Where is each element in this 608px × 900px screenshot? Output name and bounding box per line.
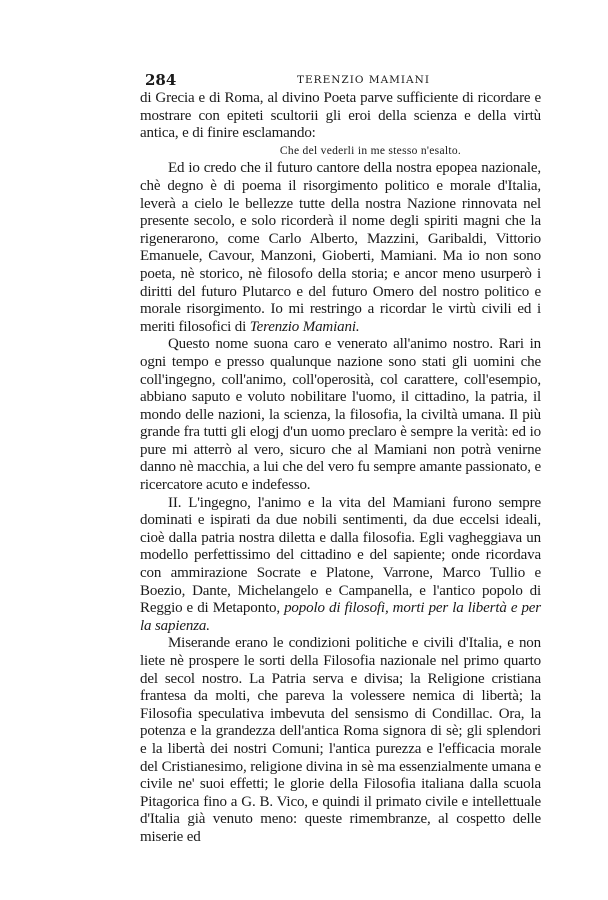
paragraph-2: [140, 160, 541, 336]
paragraph-4-italic: popolo di filosofi, morti per la libertà e per la sapienza.: [140, 600, 541, 634]
running-title: TERENZIO MAMIANI: [297, 74, 430, 86]
page-number: 284: [145, 71, 177, 89]
body-text: [140, 90, 541, 847]
paragraph-3: Questo nome suona caro e venerato all'animo nostro. Rari in ogni tempo e presso qualunque nazione sono stati gli uomini che coll'ingegno, coll'animo, coll'operosità, col carattere, coll'esempio, abbiano saputo e voluto nobilitare l'uomo, il cittadino, la patria, il mondo delle nazioni, la scienza, la filosofia, la civiltà umana. Il più grande fra tutti gli elogj d'un uomo preclaro è sempre la verità: ed io pure mi atterrò al vero, sicuro che al Mamiani non potrà venirne danno nè macchia, a lui che del vero fu sempre amante passionato, e ricercatore acuto e indefesso.: [140, 336, 541, 494]
page-header: [145, 71, 541, 91]
quotation: Che del vederli in me stesso n'esalto.: [279, 144, 462, 157]
paragraph-2-text: Ed io credo che il futuro cantore della nostra epopea nazionale, chè degno è di poema il risorgimento politico e morale d'Italia, leverà a cielo le bellezze tutte della nostra Nazione rinnovata nel presente secolo, e solo ricorderà il nome degli spiriti magni che la rigenerarono, come Carlo Alberto, Mazzini, Garibaldi, Vittorio Emanuele, Cavour, Manzoni, Gioberti, Mamiani. Ma io non sono poeta, nè storico, nè filosofo della storia; e ancor meno usurperò i diritti del futuro Plutarco e del futuro Omero del nostro politico e morale risorgimento. Io mi restringo a ricordar le virtù civili ed i meriti filosofici di: [140, 160, 541, 335]
paragraph-4: [140, 495, 541, 636]
paragraph-1: di Grecia e di Roma, al divino Poeta parve sufficiente di ricordare e mostrare con epiteti scultorii gli eroi della scienza e della virtù antica, e di finire esclamando:: [140, 90, 541, 142]
paragraph-5: Miserande erano le condizioni politiche e civili d'Italia, e non liete nè prospere le sorti della Filosofia nazionale nel primo quarto del secol nostro. La Patria serva e divisa; la Religione cristiana frantesa da molti, che pareva la volessere nemica di libertà; la Filosofia speculativa imbevuta del sensismo di Condillac. Ora, la potenza e la grandezza dell'antica Roma signora di sè; gli splendori e la libertà dei nostri Comuni; l'antica purezza e l'efficacia morale del Cristianesimo, religione divina in sè ma essenzialmente umana e civile ne' suoi effetti; le glorie della Filosofia italiana dalla scuola Pitagorica fino a G. B. Vico, e quindi il primato civile e intellettuale d'Italia già venuto meno: queste rimembranze, al cospetto delle miserie ed: [140, 635, 541, 845]
paragraph-2-italic: Terenzio Mamiani.: [249, 318, 360, 335]
paragraph-4-text: II. L'ingegno, l'animo e la vita del Mamiani furono sempre dominati e ispirati da due nobili sentimenti, da due eccelsi ideali, cioè dalla patria nostra diletta e dalla filosofia. Egli vagheggiava un modello perfettissimo del cittadino e del sapiente; onde ricordava con ammirazione Socrate e Platone, Varrone, Marco Tullio e Boezio, Dante, Michelangelo e Campanella, e l'antico popolo di Reggio e di Metaponto,: [140, 494, 541, 617]
